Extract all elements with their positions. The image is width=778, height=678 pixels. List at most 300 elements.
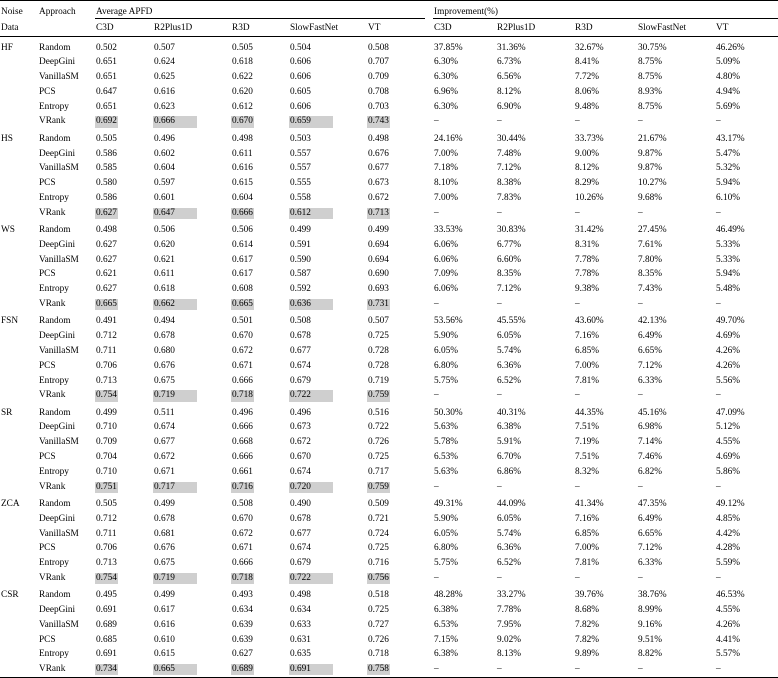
apfd-value: 0.651 <box>96 101 117 112</box>
improvement-value: 6.85% <box>575 528 600 539</box>
improvement-value: 6.56% <box>497 72 522 83</box>
apfd-value: 0.508 <box>368 42 389 53</box>
table-row <box>0 357 778 372</box>
column-gap <box>425 540 433 555</box>
improvement-value: 49.12% <box>716 498 745 509</box>
apfd-value: 0.713 <box>96 375 117 386</box>
noise-group-blank <box>0 372 38 387</box>
improvement-value: 6.52% <box>497 375 522 386</box>
improvement-value: 7.95% <box>497 619 522 630</box>
noise-group-blank <box>0 387 38 402</box>
noise-group-blank <box>0 540 38 555</box>
improvement-value: – <box>575 390 580 401</box>
improvement-value: 43.17% <box>716 133 745 144</box>
apfd-value: 0.606 <box>290 101 311 112</box>
apfd-value: 0.759 <box>368 481 389 492</box>
column-gap <box>425 251 433 266</box>
apfd-value: 0.709 <box>96 437 117 448</box>
apfd-value: 0.516 <box>368 407 389 418</box>
improvement-value: 6.80% <box>434 543 459 554</box>
improvement-value: – <box>497 572 502 583</box>
apfd-value: 0.719 <box>153 387 231 402</box>
improvement-value: 6.49% <box>638 513 663 524</box>
table-row <box>0 631 778 646</box>
improvement-value: 4.69% <box>716 452 741 463</box>
apfd-value: 0.604 <box>154 163 175 174</box>
improvement-value: 6.52% <box>497 558 522 569</box>
noise-group-blank <box>0 189 38 204</box>
improvement-value: 5.91% <box>497 437 522 448</box>
apfd-value: 0.580 <box>96 178 117 189</box>
apfd-value: 0.636 <box>289 296 367 311</box>
improvement-value: 6.77% <box>497 239 522 250</box>
noise-group-blank <box>0 175 38 190</box>
improvement-value: 8.12% <box>497 86 522 97</box>
improvement-value: 7.48% <box>497 148 522 159</box>
apfd-value: 0.675 <box>154 375 175 386</box>
noise-group-label-sr: SR <box>1 407 13 418</box>
noise-group-blank <box>0 296 38 311</box>
improvement-value: 33.53% <box>434 225 463 236</box>
apfd-value: 0.670 <box>290 452 311 463</box>
improvement-value: – <box>575 664 580 675</box>
improvement-value: – <box>497 207 502 218</box>
table-row <box>0 189 778 204</box>
apfd-value: 0.734 <box>96 664 117 675</box>
approach-label: PCS <box>39 543 56 554</box>
table-row <box>0 342 778 357</box>
apfd-value: 0.672 <box>232 345 253 356</box>
improvement-value: 5.94% <box>716 178 741 189</box>
improvement-value: 44.09% <box>497 498 526 509</box>
improvement-value: 45.55% <box>497 316 526 327</box>
approach-label: VanillaSM <box>39 345 79 356</box>
improvement-value: – <box>716 299 721 310</box>
improvement-value: 6.96% <box>434 86 459 97</box>
apfd-value: 0.505 <box>96 133 117 144</box>
apfd-value: 0.751 <box>96 481 117 492</box>
improvement-value: 33.27% <box>497 590 526 601</box>
improvement-value: – <box>716 664 721 675</box>
apfd-value: 0.518 <box>368 590 389 601</box>
column-gap <box>425 98 433 113</box>
apfd-value: 0.758 <box>368 664 389 675</box>
improvement-value: 5.94% <box>716 269 741 280</box>
improvement-value: 5.90% <box>434 513 459 524</box>
noise-group-blank <box>0 616 38 631</box>
apfd-value: 0.703 <box>368 101 389 112</box>
improvement-value: 5.69% <box>716 101 741 112</box>
improvement-value: 7.15% <box>434 634 459 645</box>
apfd-value: 0.690 <box>368 269 389 280</box>
improvement-value: 4.85% <box>716 513 741 524</box>
apfd-value: 0.647 <box>96 86 117 97</box>
apfd-value: 0.494 <box>154 316 175 327</box>
noise-group-blank <box>0 83 38 98</box>
apfd-value: 0.754 <box>96 390 117 401</box>
approach-label: Entropy <box>39 375 69 386</box>
apfd-value: 0.617 <box>232 254 253 265</box>
apfd-value: 0.754 <box>96 572 117 583</box>
improvement-value: 8.68% <box>575 604 600 615</box>
apfd-value: 0.676 <box>154 543 175 554</box>
apfd-value: 0.725 <box>368 331 389 342</box>
apfd-value: 0.501 <box>232 316 253 327</box>
apfd-value: 0.493 <box>232 590 253 601</box>
apfd-value: 0.692 <box>96 116 117 127</box>
apfd-value: 0.722 <box>368 422 389 433</box>
improvement-value: 6.49% <box>638 331 663 342</box>
apfd-value: 0.716 <box>232 481 253 492</box>
apfd-value: 0.639 <box>232 619 253 630</box>
apfd-value: 0.614 <box>232 239 253 250</box>
apfd-value: 0.498 <box>96 225 117 236</box>
table-row <box>0 328 778 343</box>
apfd-value: 0.498 <box>232 133 253 144</box>
apfd-value: 0.666 <box>232 375 253 386</box>
improvement-value: 7.83% <box>497 192 522 203</box>
apfd-value: 0.620 <box>232 86 253 97</box>
improvement-value: 49.70% <box>716 316 745 327</box>
noise-group-blank <box>0 204 38 219</box>
column-gap <box>425 555 433 570</box>
header-gap <box>425 1 433 19</box>
improvement-value: – <box>638 299 643 310</box>
improvement-value: 7.46% <box>638 452 663 463</box>
apfd-value: 0.713 <box>96 558 117 569</box>
improvement-value: – <box>575 116 580 127</box>
approach-label: DeepGini <box>39 239 76 250</box>
apfd-value: 0.726 <box>368 437 389 448</box>
improvement-value: 6.38% <box>497 422 522 433</box>
improvement-value: 7.16% <box>575 513 600 524</box>
improvement-value: 5.74% <box>497 345 522 356</box>
table-row <box>0 54 778 69</box>
improvement-value: 7.16% <box>575 331 600 342</box>
apfd-value: 0.616 <box>154 619 175 630</box>
noise-group-blank <box>0 525 38 540</box>
improvement-value: 4.28% <box>716 543 741 554</box>
noise-group-blank <box>0 569 38 584</box>
improvement-value: 10.27% <box>638 178 667 189</box>
noise-group-blank <box>0 251 38 266</box>
improvement-value: 6.65% <box>638 528 663 539</box>
improvement-value: 6.80% <box>434 360 459 371</box>
improvement-value: – <box>434 299 439 310</box>
header-apfd-metric-slowfastnet: SlowFastNet <box>290 22 339 33</box>
improvement-value: 5.57% <box>716 649 741 660</box>
apfd-value: 0.499 <box>154 498 175 509</box>
apfd-value: 0.718 <box>232 390 253 401</box>
improvement-value: 33.73% <box>575 133 604 144</box>
approach-label: Entropy <box>39 558 69 569</box>
apfd-value: 0.668 <box>232 437 253 448</box>
improvement-value: 9.00% <box>575 148 600 159</box>
header-gap-2 <box>425 19 433 36</box>
approach-label: Entropy <box>39 101 69 112</box>
improvement-value: 4.94% <box>716 86 741 97</box>
column-gap <box>425 160 433 175</box>
apfd-value: 0.691 <box>289 661 367 676</box>
apfd-value: 0.725 <box>368 604 389 615</box>
table-row <box>0 83 778 98</box>
improvement-value: 10.26% <box>575 192 604 203</box>
improvement-value: 46.49% <box>716 225 745 236</box>
apfd-value: 0.743 <box>368 116 389 127</box>
column-gap <box>425 113 433 128</box>
apfd-value: 0.491 <box>96 316 117 327</box>
improvement-value: 6.86% <box>497 466 522 477</box>
apfd-value: 0.651 <box>96 57 117 68</box>
table-row <box>0 510 778 525</box>
improvement-value: 6.05% <box>434 528 459 539</box>
improvement-value: – <box>434 664 439 675</box>
header-improvement-metric-slowfastnet: SlowFastNet <box>638 22 687 33</box>
approach-label: PCS <box>39 360 56 371</box>
table-row <box>0 175 778 190</box>
apfd-value: 0.672 <box>368 192 389 203</box>
table-row <box>0 98 778 113</box>
apfd-value: 0.689 <box>232 664 253 675</box>
header-group-average-apfd: Average APFD <box>95 1 425 19</box>
improvement-value: 5.09% <box>716 57 741 68</box>
apfd-value: 0.618 <box>154 284 175 295</box>
improvement-value: 9.02% <box>497 634 522 645</box>
column-gap <box>425 478 433 493</box>
apfd-value: 0.557 <box>290 163 311 174</box>
noise-group-blank <box>0 510 38 525</box>
column-gap <box>425 372 433 387</box>
improvement-value: 4.69% <box>716 331 741 342</box>
approach-label: VanillaSM <box>39 437 79 448</box>
improvement-value: 21.67% <box>638 133 667 144</box>
table-row <box>0 236 778 251</box>
improvement-value: 5.63% <box>434 422 459 433</box>
improvement-value: 6.33% <box>638 558 663 569</box>
apfd-value: 0.681 <box>154 528 175 539</box>
table-row <box>0 569 778 584</box>
table-row <box>0 128 778 145</box>
improvement-value: – <box>638 116 643 127</box>
approach-label: PCS <box>39 269 56 280</box>
improvement-value: 9.87% <box>638 163 663 174</box>
header-apfd-metric-r2plus1d: R2Plus1D <box>154 22 193 33</box>
column-gap <box>425 661 433 676</box>
apfd-value: 0.604 <box>232 192 253 203</box>
table-row <box>0 372 778 387</box>
apfd-value: 0.624 <box>154 57 175 68</box>
header-apfd-metric-r3d: R3D <box>232 22 250 33</box>
noise-group-label-fsn: FSN <box>1 316 19 327</box>
improvement-value: 9.87% <box>638 148 663 159</box>
improvement-value: 8.38% <box>497 178 522 189</box>
improvement-value: 6.36% <box>497 360 522 371</box>
noise-group-blank <box>0 266 38 281</box>
column-gap <box>425 83 433 98</box>
apfd-value: 0.728 <box>368 345 389 356</box>
apfd-value: 0.718 <box>232 572 253 583</box>
header-improvement-metric-r2plus1d: R2Plus1D <box>497 22 536 33</box>
column-gap <box>425 584 433 601</box>
column-gap <box>425 419 433 434</box>
improvement-value: 30.83% <box>497 225 526 236</box>
improvement-value: – <box>434 390 439 401</box>
improvement-value: – <box>716 207 721 218</box>
apfd-value: 0.722 <box>289 569 367 584</box>
apfd-value: 0.507 <box>154 42 175 53</box>
improvement-value: 5.90% <box>434 331 459 342</box>
improvement-value: 8.13% <box>497 649 522 660</box>
apfd-value: 0.666 <box>232 558 253 569</box>
apfd-value: 0.694 <box>368 254 389 265</box>
apfd-value: 0.712 <box>96 331 117 342</box>
approach-label: Entropy <box>39 466 69 477</box>
improvement-value: 6.05% <box>434 345 459 356</box>
improvement-value: 6.65% <box>638 345 663 356</box>
table-row <box>0 36 778 54</box>
improvement-value: 6.06% <box>434 239 459 250</box>
improvement-value: 5.86% <box>716 466 741 477</box>
approach-label: Random <box>39 133 71 144</box>
apfd-value: 0.671 <box>154 466 175 477</box>
improvement-value: 5.75% <box>434 375 459 386</box>
apfd-value: 0.627 <box>96 207 117 218</box>
apfd-value: 0.606 <box>290 57 311 68</box>
apfd-value: 0.665 <box>232 299 253 310</box>
improvement-value: 7.82% <box>575 619 600 630</box>
apfd-value: 0.722 <box>289 387 367 402</box>
improvement-value: 9.51% <box>638 634 663 645</box>
approach-label: VRank <box>39 207 66 218</box>
apfd-value: 0.499 <box>290 225 311 236</box>
improvement-value: 7.72% <box>575 72 600 83</box>
improvement-value: 7.00% <box>575 360 600 371</box>
approach-label: DeepGini <box>39 57 76 68</box>
apfd-value: 0.602 <box>154 148 175 159</box>
noise-group-blank <box>0 555 38 570</box>
apfd-value: 0.627 <box>96 254 117 265</box>
apfd-value: 0.677 <box>154 437 175 448</box>
apfd-value: 0.615 <box>232 178 253 189</box>
apfd-value: 0.511 <box>154 407 175 418</box>
improvement-value: 5.33% <box>716 254 741 265</box>
improvement-value: – <box>575 299 580 310</box>
apfd-value: 0.592 <box>290 284 311 295</box>
table-row <box>0 555 778 570</box>
table-row <box>0 584 778 601</box>
apfd-value: 0.679 <box>290 375 311 386</box>
noise-group-blank <box>0 281 38 296</box>
apfd-value: 0.615 <box>154 649 175 660</box>
apfd-value: 0.674 <box>290 360 311 371</box>
improvement-value: 8.29% <box>575 178 600 189</box>
improvement-value: 8.12% <box>575 163 600 174</box>
improvement-value: – <box>434 481 439 492</box>
apfd-value: 0.671 <box>232 543 253 554</box>
noise-group-label-csr: CSR <box>1 590 19 601</box>
table-row <box>0 525 778 540</box>
improvement-value: 6.82% <box>638 466 663 477</box>
improvement-value: 8.06% <box>575 86 600 97</box>
apfd-value: 0.707 <box>368 57 389 68</box>
table-row <box>0 251 778 266</box>
approach-label: VanillaSM <box>39 619 79 630</box>
improvement-value: 7.51% <box>575 422 600 433</box>
apfd-value: 0.616 <box>154 86 175 97</box>
apfd-value: 0.678 <box>290 331 311 342</box>
improvement-value: – <box>638 207 643 218</box>
table-row <box>0 219 778 236</box>
improvement-value: 6.06% <box>434 284 459 295</box>
apfd-value: 0.671 <box>232 360 253 371</box>
improvement-value: 7.00% <box>575 543 600 554</box>
apfd-value: 0.605 <box>290 86 311 97</box>
improvement-value: – <box>434 207 439 218</box>
table-row <box>0 160 778 175</box>
column-gap <box>425 510 433 525</box>
apfd-value: 0.679 <box>290 558 311 569</box>
improvement-value: 4.26% <box>716 345 741 356</box>
header-group-improvement: Improvement(%) <box>433 1 778 19</box>
column-gap <box>425 357 433 372</box>
improvement-value: 7.51% <box>575 452 600 463</box>
apfd-value: 0.503 <box>290 133 311 144</box>
improvement-value: 6.53% <box>434 452 459 463</box>
approach-label: VanillaSM <box>39 72 79 83</box>
apfd-value: 0.631 <box>290 634 311 645</box>
improvement-value: 49.31% <box>434 498 463 509</box>
header-noise-line2: Data <box>1 22 19 33</box>
apfd-value: 0.606 <box>290 72 311 83</box>
improvement-value: 6.30% <box>434 72 459 83</box>
improvement-value: 8.75% <box>638 72 663 83</box>
apfd-value: 0.665 <box>153 661 231 676</box>
improvement-value: 7.12% <box>638 543 663 554</box>
apfd-value: 0.691 <box>96 604 117 615</box>
improvement-value: 30.75% <box>638 42 667 53</box>
column-gap <box>425 219 433 236</box>
apfd-value: 0.719 <box>153 569 231 584</box>
improvement-value: 4.80% <box>716 72 741 83</box>
table-row <box>0 113 778 128</box>
noise-group-label-hf: HF <box>1 42 13 53</box>
column-gap <box>425 310 433 327</box>
noise-group-blank <box>0 113 38 128</box>
apfd-value: 0.719 <box>368 375 389 386</box>
table-row <box>0 540 778 555</box>
table-row <box>0 661 778 676</box>
apfd-value: 0.508 <box>232 498 253 509</box>
improvement-value: 31.42% <box>575 225 604 236</box>
apfd-value: 0.506 <box>232 225 253 236</box>
improvement-value: 50.30% <box>434 407 463 418</box>
improvement-value: 48.28% <box>434 590 463 601</box>
apfd-value: 0.490 <box>290 498 311 509</box>
improvement-value: 40.31% <box>497 407 526 418</box>
improvement-value: – <box>497 116 502 127</box>
apfd-value: 0.586 <box>96 148 117 159</box>
apfd-value: 0.498 <box>368 133 389 144</box>
apfd-value: 0.726 <box>368 634 389 645</box>
column-gap <box>425 493 433 510</box>
column-gap <box>425 387 433 402</box>
column-gap <box>425 204 433 219</box>
noise-group-label-zca: ZCA <box>1 498 20 509</box>
apfd-value: 0.711 <box>96 345 117 356</box>
apfd-value: 0.612 <box>289 204 367 219</box>
apfd-value: 0.731 <box>368 299 389 310</box>
approach-label: DeepGini <box>39 604 76 615</box>
